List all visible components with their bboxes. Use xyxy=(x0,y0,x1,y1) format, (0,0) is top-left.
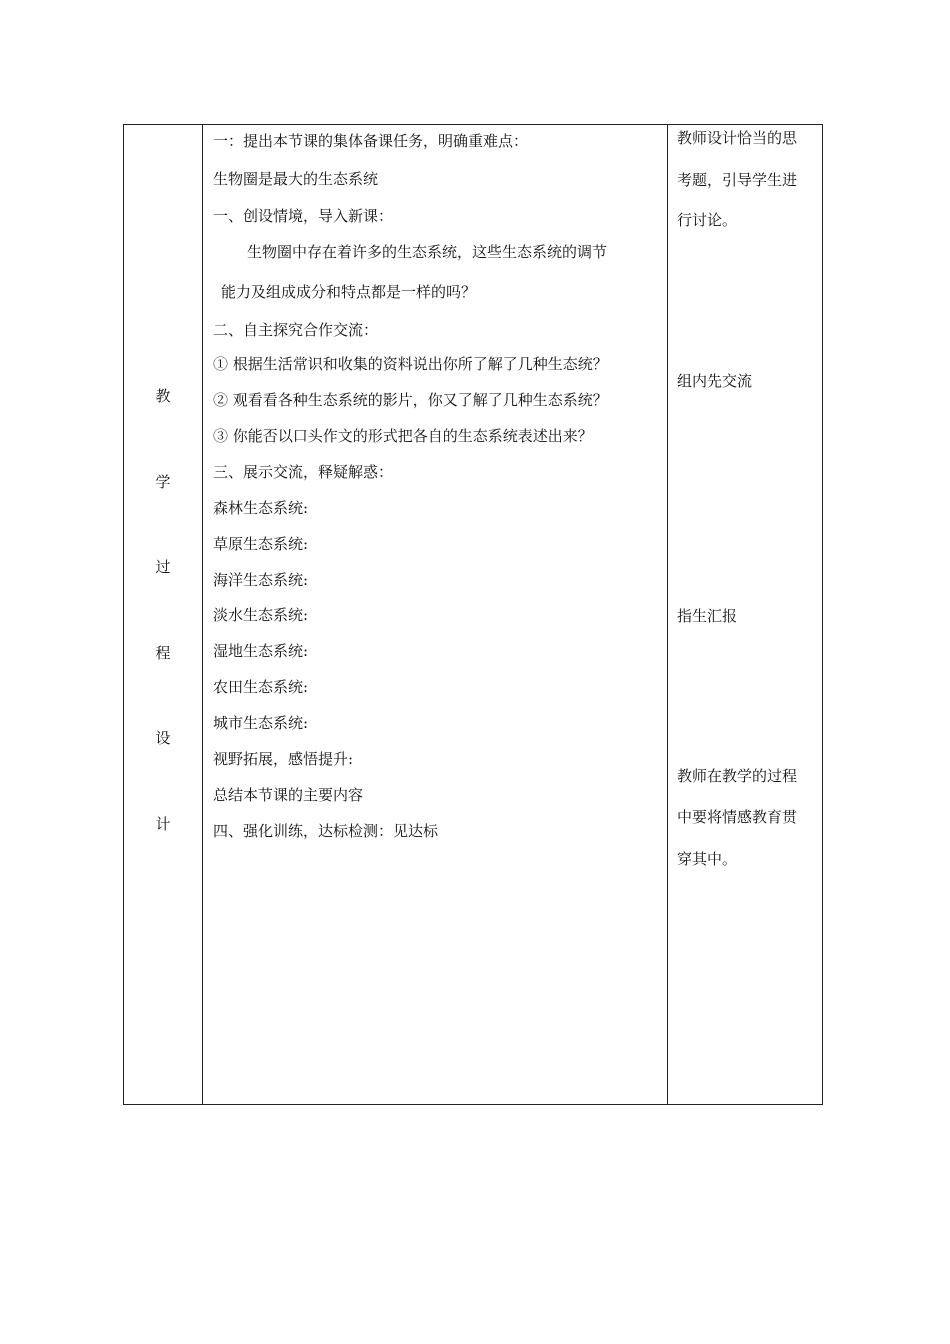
section-label-char: 计 xyxy=(155,815,171,833)
section-label-char: 程 xyxy=(155,644,171,662)
content-line: 农田生态系统: xyxy=(213,678,309,696)
content-line: 能力及组成成分和特点都是一样的吗？ xyxy=(221,283,477,301)
note-line: 中要将情感教育贯 xyxy=(677,808,798,826)
note-line: 指生汇报 xyxy=(677,607,738,625)
content-line: 一、创设情境，导入新课： xyxy=(213,207,394,225)
content-line: 淡水生态系统: xyxy=(213,606,309,624)
content-line: 视野拓展，感悟提升: xyxy=(213,750,354,768)
content-line: 森林生态系统: xyxy=(213,499,309,517)
note-line: 组内先交流 xyxy=(677,372,753,390)
section-label-cell xyxy=(124,125,202,1104)
content-line: 二、自主探究合作交流： xyxy=(213,321,379,339)
content-line: 城市生态系统: xyxy=(213,714,309,732)
content-line: 四、强化训练，达标检测：见达标 xyxy=(213,822,439,840)
section-label-char: 过 xyxy=(155,558,171,576)
note-line: 行讨论。 xyxy=(677,211,738,229)
note-line: 穿其中。 xyxy=(677,850,738,868)
section-label-char: 教 xyxy=(155,387,171,405)
note-line: 考题，引导学生进 xyxy=(677,171,798,189)
content-line: 生物圈是最大的生态系统 xyxy=(213,170,379,188)
column-divider xyxy=(202,125,203,1104)
section-label-char: 学 xyxy=(155,473,171,491)
content-line: 一：提出本节课的集体备课任务，明确重难点： xyxy=(213,132,529,150)
content-line: 海洋生态系统: xyxy=(213,571,309,589)
note-line: 教师设计恰当的思 xyxy=(677,129,798,147)
column-divider xyxy=(667,125,668,1104)
content-line: 湿地生态系统: xyxy=(213,642,309,660)
content-line: ① 根据生活常识和收集的资料说出你所了解了几种生态统？ xyxy=(213,355,608,373)
content-line: 总结本节课的主要内容 xyxy=(213,786,364,804)
section-label-char: 设 xyxy=(155,729,171,747)
content-line: ② 观看看各种生态系统的影片，你又了解了几种生态系统？ xyxy=(213,391,608,409)
content-line: ③ 你能否以口头作文的形式把各自的生态系统表述出来？ xyxy=(213,427,593,445)
content-line: 草原生态系统: xyxy=(213,535,309,553)
content-line: 生物圈中存在着许多的生态系统，这些生态系统的调节 xyxy=(247,243,608,261)
content-line: 三、展示交流，释疑解惑： xyxy=(213,463,394,481)
lesson-plan-table xyxy=(123,124,823,1105)
note-line: 教师在教学的过程 xyxy=(677,767,798,785)
